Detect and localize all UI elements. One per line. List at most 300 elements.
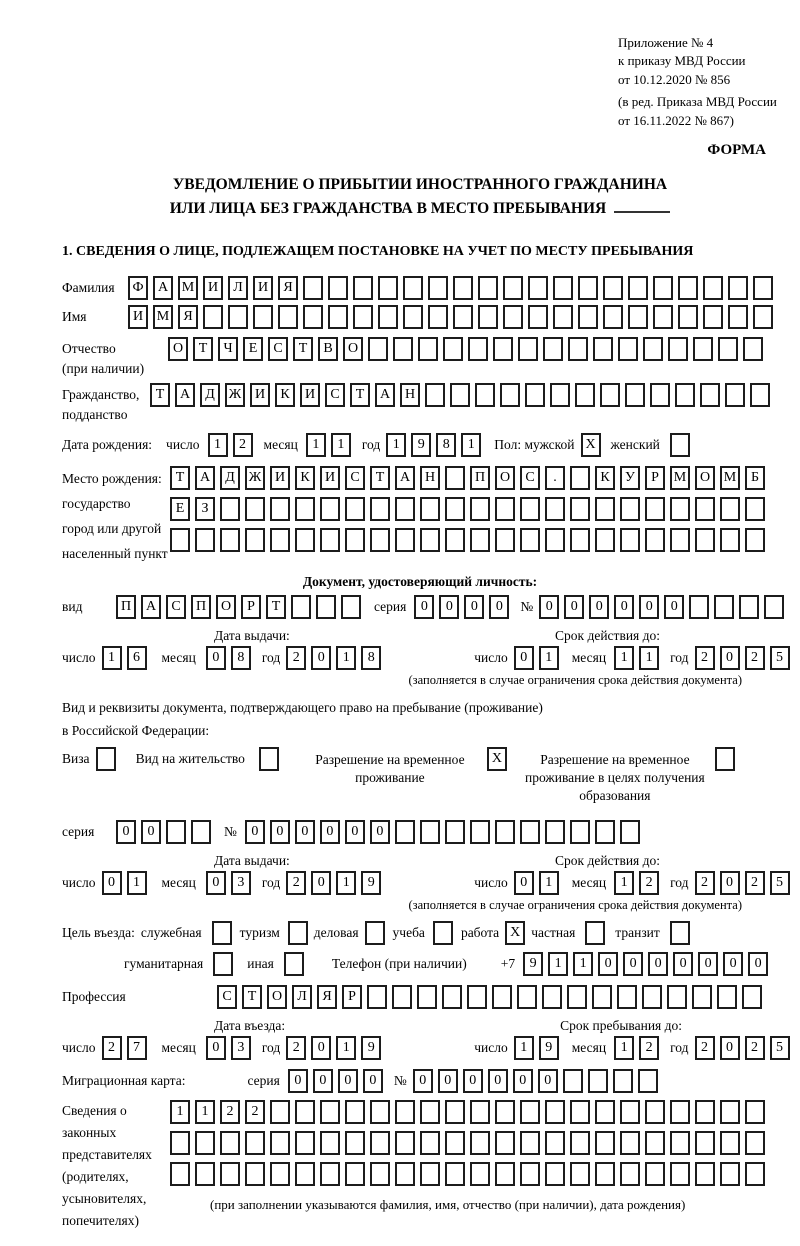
char-box[interactable]: 1 <box>336 1036 356 1060</box>
char-box[interactable] <box>570 466 590 490</box>
char-box[interactable] <box>495 820 515 844</box>
char-box[interactable] <box>653 276 673 300</box>
char-box[interactable]: 0 <box>488 1069 508 1093</box>
char-box[interactable] <box>550 383 570 407</box>
char-box[interactable] <box>367 985 387 1009</box>
char-box[interactable] <box>617 985 637 1009</box>
char-box[interactable] <box>570 1131 590 1155</box>
char-box[interactable]: 0 <box>206 646 226 670</box>
char-box[interactable]: 1 <box>195 1100 215 1124</box>
char-box[interactable] <box>613 1069 633 1093</box>
char-box[interactable] <box>620 1131 640 1155</box>
char-box[interactable] <box>270 1131 290 1155</box>
char-box[interactable]: Т <box>170 466 190 490</box>
char-box[interactable] <box>395 820 415 844</box>
char-box[interactable] <box>692 985 712 1009</box>
char-box[interactable]: 1 <box>208 433 228 457</box>
char-box[interactable] <box>220 1131 240 1155</box>
char-box[interactable] <box>618 337 638 361</box>
char-box[interactable]: 2 <box>695 646 715 670</box>
char-box[interactable]: А <box>395 466 415 490</box>
char-box[interactable]: Т <box>242 985 262 1009</box>
char-box[interactable] <box>295 1100 315 1124</box>
char-box[interactable]: 1 <box>539 871 559 895</box>
char-box[interactable] <box>739 595 759 619</box>
char-box[interactable] <box>395 528 415 552</box>
char-box[interactable]: 0 <box>723 952 743 976</box>
char-box[interactable]: 5 <box>770 646 790 670</box>
char-box[interactable] <box>278 305 298 329</box>
char-box[interactable] <box>468 337 488 361</box>
char-box[interactable]: И <box>250 383 270 407</box>
char-box[interactable] <box>195 1131 215 1155</box>
char-box[interactable] <box>595 1162 615 1186</box>
checkbox-purpose-study[interactable] <box>433 921 453 945</box>
char-box[interactable] <box>703 276 723 300</box>
char-box[interactable] <box>670 1162 690 1186</box>
char-box[interactable] <box>316 595 336 619</box>
char-box[interactable] <box>345 1162 365 1186</box>
checkbox-purpose-official[interactable] <box>212 921 232 945</box>
char-box[interactable] <box>417 985 437 1009</box>
char-box[interactable]: 1 <box>331 433 351 457</box>
char-box[interactable] <box>553 276 573 300</box>
char-box[interactable]: А <box>175 383 195 407</box>
char-box[interactable]: 1 <box>614 1036 634 1060</box>
char-box[interactable] <box>728 276 748 300</box>
char-box[interactable] <box>525 383 545 407</box>
char-box[interactable] <box>620 1162 640 1186</box>
char-box[interactable]: 0 <box>464 595 484 619</box>
char-box[interactable] <box>570 1162 590 1186</box>
char-box[interactable] <box>393 337 413 361</box>
char-box[interactable] <box>678 305 698 329</box>
char-box[interactable] <box>428 276 448 300</box>
char-box[interactable]: Д <box>200 383 220 407</box>
char-box[interactable] <box>442 985 462 1009</box>
checkbox-purpose-business[interactable] <box>365 921 385 945</box>
char-box[interactable]: 0 <box>614 595 634 619</box>
char-box[interactable]: 2 <box>286 871 306 895</box>
char-box[interactable]: 0 <box>598 952 618 976</box>
char-box[interactable] <box>420 1100 440 1124</box>
char-box[interactable] <box>695 1131 715 1155</box>
char-box[interactable] <box>638 1069 658 1093</box>
char-box[interactable] <box>495 497 515 521</box>
char-box[interactable]: 6 <box>127 646 147 670</box>
char-box[interactable]: 2 <box>286 1036 306 1060</box>
char-box[interactable] <box>475 383 495 407</box>
char-box[interactable]: Н <box>420 466 440 490</box>
char-box[interactable] <box>220 497 240 521</box>
char-box[interactable]: И <box>128 305 148 329</box>
char-box[interactable]: 9 <box>523 952 543 976</box>
char-box[interactable] <box>420 1131 440 1155</box>
char-box[interactable] <box>470 1100 490 1124</box>
char-box[interactable] <box>395 1131 415 1155</box>
char-box[interactable]: К <box>295 466 315 490</box>
char-box[interactable] <box>595 820 615 844</box>
char-box[interactable]: 9 <box>539 1036 559 1060</box>
char-box[interactable] <box>578 276 598 300</box>
char-box[interactable] <box>520 1162 540 1186</box>
char-box[interactable] <box>628 276 648 300</box>
char-box[interactable]: 0 <box>313 1069 333 1093</box>
char-box[interactable]: Р <box>645 466 665 490</box>
char-box[interactable] <box>403 276 423 300</box>
char-box[interactable] <box>445 820 465 844</box>
char-box[interactable] <box>595 1100 615 1124</box>
char-box[interactable]: О <box>343 337 363 361</box>
char-box[interactable] <box>620 528 640 552</box>
char-box[interactable]: Т <box>150 383 170 407</box>
char-box[interactable] <box>370 528 390 552</box>
char-box[interactable]: С <box>520 466 540 490</box>
char-box[interactable] <box>689 595 709 619</box>
char-box[interactable]: 0 <box>513 1069 533 1093</box>
char-box[interactable]: 0 <box>311 1036 331 1060</box>
char-box[interactable] <box>753 305 773 329</box>
char-box[interactable]: 0 <box>720 646 740 670</box>
char-box[interactable]: 1 <box>102 646 122 670</box>
char-box[interactable] <box>520 528 540 552</box>
char-box[interactable]: А <box>195 466 215 490</box>
char-box[interactable] <box>592 985 612 1009</box>
char-box[interactable]: Я <box>178 305 198 329</box>
char-box[interactable]: 1 <box>514 1036 534 1060</box>
char-box[interactable]: 5 <box>770 871 790 895</box>
char-box[interactable] <box>653 305 673 329</box>
char-box[interactable] <box>670 1131 690 1155</box>
char-box[interactable] <box>645 1162 665 1186</box>
char-box[interactable]: М <box>178 276 198 300</box>
char-box[interactable] <box>478 276 498 300</box>
checkbox-purpose-humanitarian[interactable] <box>213 952 233 976</box>
char-box[interactable] <box>195 528 215 552</box>
char-box[interactable]: 0 <box>270 820 290 844</box>
char-box[interactable] <box>295 528 315 552</box>
char-box[interactable]: 0 <box>288 1069 308 1093</box>
char-box[interactable]: И <box>270 466 290 490</box>
char-box[interactable] <box>588 1069 608 1093</box>
char-box[interactable] <box>503 276 523 300</box>
char-box[interactable]: 0 <box>439 595 459 619</box>
char-box[interactable] <box>645 1131 665 1155</box>
char-box[interactable] <box>320 1100 340 1124</box>
char-box[interactable] <box>378 305 398 329</box>
char-box[interactable] <box>478 305 498 329</box>
char-box[interactable] <box>503 305 523 329</box>
char-box[interactable]: А <box>141 595 161 619</box>
char-box[interactable] <box>353 305 373 329</box>
char-box[interactable]: 0 <box>514 646 534 670</box>
char-box[interactable] <box>528 276 548 300</box>
char-box[interactable] <box>320 528 340 552</box>
char-box[interactable]: 3 <box>231 1036 251 1060</box>
char-box[interactable] <box>645 1100 665 1124</box>
char-box[interactable]: С <box>217 985 237 1009</box>
char-box[interactable]: . <box>545 466 565 490</box>
char-box[interactable]: С <box>166 595 186 619</box>
char-box[interactable] <box>303 305 323 329</box>
char-box[interactable] <box>620 820 640 844</box>
char-box[interactable] <box>195 1162 215 1186</box>
char-box[interactable] <box>714 595 734 619</box>
char-box[interactable] <box>368 337 388 361</box>
char-box[interactable]: 0 <box>720 871 740 895</box>
char-box[interactable] <box>764 595 784 619</box>
char-box[interactable] <box>495 528 515 552</box>
char-box[interactable] <box>520 1100 540 1124</box>
title-blank-field[interactable] <box>614 198 670 213</box>
char-box[interactable] <box>445 497 465 521</box>
char-box[interactable] <box>495 1162 515 1186</box>
char-box[interactable] <box>270 1162 290 1186</box>
char-box[interactable] <box>670 497 690 521</box>
char-box[interactable] <box>170 528 190 552</box>
char-box[interactable]: 0 <box>748 952 768 976</box>
char-box[interactable] <box>675 383 695 407</box>
char-box[interactable] <box>328 305 348 329</box>
char-box[interactable]: Т <box>293 337 313 361</box>
char-box[interactable]: Р <box>241 595 261 619</box>
char-box[interactable] <box>625 383 645 407</box>
char-box[interactable]: С <box>345 466 365 490</box>
char-box[interactable] <box>370 1100 390 1124</box>
char-box[interactable] <box>428 305 448 329</box>
char-box[interactable]: 1 <box>614 646 634 670</box>
char-box[interactable] <box>745 1162 765 1186</box>
char-box[interactable] <box>600 383 620 407</box>
char-box[interactable] <box>545 528 565 552</box>
char-box[interactable] <box>445 1131 465 1155</box>
char-box[interactable]: И <box>253 276 273 300</box>
char-box[interactable] <box>750 383 770 407</box>
char-box[interactable] <box>170 1162 190 1186</box>
char-box[interactable] <box>518 337 538 361</box>
char-box[interactable] <box>270 497 290 521</box>
char-box[interactable] <box>443 337 463 361</box>
char-box[interactable]: 0 <box>102 871 122 895</box>
char-box[interactable] <box>568 337 588 361</box>
char-box[interactable] <box>295 1131 315 1155</box>
char-box[interactable] <box>703 305 723 329</box>
char-box[interactable] <box>191 820 211 844</box>
char-box[interactable] <box>595 1131 615 1155</box>
char-box[interactable] <box>717 985 737 1009</box>
char-box[interactable] <box>345 528 365 552</box>
char-box[interactable]: 3 <box>231 871 251 895</box>
char-box[interactable] <box>528 305 548 329</box>
char-box[interactable]: Ж <box>245 466 265 490</box>
char-box[interactable]: 0 <box>539 595 559 619</box>
char-box[interactable]: 0 <box>320 820 340 844</box>
char-box[interactable] <box>620 1100 640 1124</box>
char-box[interactable]: 0 <box>414 595 434 619</box>
char-box[interactable] <box>420 528 440 552</box>
char-box[interactable] <box>353 276 373 300</box>
char-box[interactable] <box>418 337 438 361</box>
char-box[interactable] <box>291 595 311 619</box>
checkbox-purpose-work[interactable]: X <box>505 921 525 945</box>
char-box[interactable] <box>420 1162 440 1186</box>
char-box[interactable]: 2 <box>695 871 715 895</box>
checkbox-male[interactable]: X <box>581 433 601 457</box>
char-box[interactable]: Д <box>220 466 240 490</box>
char-box[interactable]: П <box>470 466 490 490</box>
char-box[interactable] <box>370 1162 390 1186</box>
char-box[interactable] <box>495 1131 515 1155</box>
char-box[interactable]: М <box>153 305 173 329</box>
char-box[interactable] <box>743 337 763 361</box>
char-box[interactable]: 0 <box>206 871 226 895</box>
char-box[interactable]: О <box>267 985 287 1009</box>
char-box[interactable] <box>620 497 640 521</box>
char-box[interactable] <box>720 1100 740 1124</box>
char-box[interactable] <box>370 1131 390 1155</box>
char-box[interactable] <box>742 985 762 1009</box>
char-box[interactable] <box>395 497 415 521</box>
char-box[interactable]: 1 <box>127 871 147 895</box>
char-box[interactable] <box>545 1162 565 1186</box>
char-box[interactable] <box>495 1100 515 1124</box>
char-box[interactable]: Т <box>193 337 213 361</box>
checkbox-residence-permit[interactable] <box>259 747 279 771</box>
char-box[interactable] <box>245 497 265 521</box>
char-box[interactable]: 0 <box>245 820 265 844</box>
char-box[interactable] <box>245 528 265 552</box>
char-box[interactable]: 0 <box>589 595 609 619</box>
char-box[interactable]: 0 <box>438 1069 458 1093</box>
char-box[interactable]: 2 <box>233 433 253 457</box>
checkbox-purpose-other[interactable] <box>284 952 304 976</box>
char-box[interactable] <box>670 528 690 552</box>
char-box[interactable]: 1 <box>614 871 634 895</box>
char-box[interactable]: 1 <box>573 952 593 976</box>
char-box[interactable] <box>392 985 412 1009</box>
char-box[interactable] <box>303 276 323 300</box>
char-box[interactable]: Т <box>266 595 286 619</box>
char-box[interactable]: 0 <box>116 820 136 844</box>
char-box[interactable] <box>492 985 512 1009</box>
char-box[interactable]: 1 <box>306 433 326 457</box>
char-box[interactable]: 2 <box>639 1036 659 1060</box>
char-box[interactable]: 8 <box>361 646 381 670</box>
char-box[interactable] <box>745 1100 765 1124</box>
char-box[interactable]: И <box>300 383 320 407</box>
char-box[interactable] <box>420 497 440 521</box>
char-box[interactable] <box>570 528 590 552</box>
char-box[interactable] <box>745 497 765 521</box>
char-box[interactable] <box>420 820 440 844</box>
char-box[interactable] <box>450 383 470 407</box>
char-box[interactable]: О <box>695 466 715 490</box>
char-box[interactable] <box>245 1162 265 1186</box>
char-box[interactable] <box>445 1162 465 1186</box>
char-box[interactable]: 2 <box>245 1100 265 1124</box>
char-box[interactable]: 0 <box>141 820 161 844</box>
char-box[interactable]: М <box>670 466 690 490</box>
char-box[interactable] <box>445 1100 465 1124</box>
char-box[interactable] <box>270 528 290 552</box>
char-box[interactable] <box>567 985 587 1009</box>
char-box[interactable] <box>570 820 590 844</box>
char-box[interactable]: Е <box>243 337 263 361</box>
char-box[interactable]: К <box>595 466 615 490</box>
char-box[interactable] <box>425 383 445 407</box>
char-box[interactable] <box>245 1131 265 1155</box>
char-box[interactable] <box>545 1100 565 1124</box>
char-box[interactable]: 0 <box>206 1036 226 1060</box>
char-box[interactable]: К <box>275 383 295 407</box>
char-box[interactable] <box>220 528 240 552</box>
char-box[interactable] <box>445 466 465 490</box>
char-box[interactable] <box>753 276 773 300</box>
checkbox-purpose-private[interactable] <box>585 921 605 945</box>
char-box[interactable]: 2 <box>102 1036 122 1060</box>
char-box[interactable] <box>695 528 715 552</box>
char-box[interactable]: 0 <box>370 820 390 844</box>
char-box[interactable] <box>628 305 648 329</box>
char-box[interactable]: 2 <box>695 1036 715 1060</box>
char-box[interactable] <box>470 820 490 844</box>
char-box[interactable]: 1 <box>539 646 559 670</box>
char-box[interactable] <box>493 337 513 361</box>
checkbox-visa[interactable] <box>96 747 116 771</box>
char-box[interactable]: Я <box>317 985 337 1009</box>
char-box[interactable] <box>470 1131 490 1155</box>
char-box[interactable]: А <box>153 276 173 300</box>
char-box[interactable]: Л <box>292 985 312 1009</box>
char-box[interactable]: 2 <box>639 871 659 895</box>
char-box[interactable]: 2 <box>745 871 765 895</box>
char-box[interactable] <box>517 985 537 1009</box>
char-box[interactable] <box>341 595 361 619</box>
char-box[interactable] <box>445 528 465 552</box>
char-box[interactable] <box>570 497 590 521</box>
char-box[interactable] <box>725 383 745 407</box>
char-box[interactable]: 0 <box>538 1069 558 1093</box>
char-box[interactable] <box>642 985 662 1009</box>
char-box[interactable] <box>578 305 598 329</box>
char-box[interactable] <box>545 820 565 844</box>
char-box[interactable] <box>595 497 615 521</box>
char-box[interactable]: П <box>191 595 211 619</box>
char-box[interactable] <box>650 383 670 407</box>
char-box[interactable] <box>643 337 663 361</box>
char-box[interactable] <box>328 276 348 300</box>
char-box[interactable] <box>470 497 490 521</box>
char-box[interactable] <box>320 1131 340 1155</box>
char-box[interactable] <box>345 1131 365 1155</box>
char-box[interactable]: С <box>268 337 288 361</box>
char-box[interactable]: Т <box>370 466 390 490</box>
char-box[interactable] <box>575 383 595 407</box>
char-box[interactable]: 8 <box>231 646 251 670</box>
char-box[interactable] <box>220 1162 240 1186</box>
char-box[interactable]: И <box>320 466 340 490</box>
char-box[interactable]: Т <box>350 383 370 407</box>
char-box[interactable] <box>320 497 340 521</box>
char-box[interactable] <box>695 1162 715 1186</box>
char-box[interactable] <box>595 528 615 552</box>
char-box[interactable]: Н <box>400 383 420 407</box>
char-box[interactable] <box>745 1131 765 1155</box>
char-box[interactable]: Б <box>745 466 765 490</box>
char-box[interactable]: 0 <box>664 595 684 619</box>
char-box[interactable]: 2 <box>745 1036 765 1060</box>
char-box[interactable] <box>720 1131 740 1155</box>
